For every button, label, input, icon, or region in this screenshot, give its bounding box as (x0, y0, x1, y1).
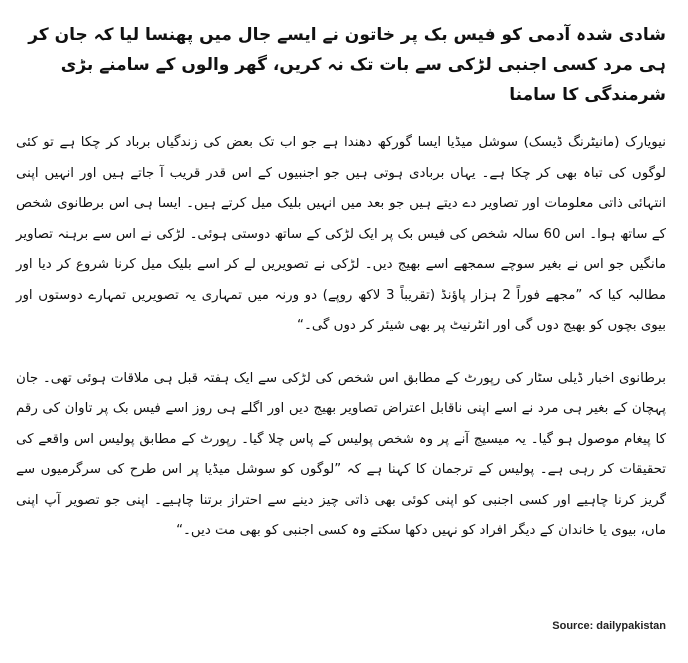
article-paragraph-2: برطانوی اخبار ڈیلی سٹار کی رپورٹ کے مطابق اس شخص کی لڑکی سے ایک ہفتہ قبل ہی ملاقات ہوئی تھی۔ جان پہچان کے بغیر ہی مرد نے اسے اپنی ناقابل اعتراض تصاویر بھیج دیں اور اگلے ہی روز اسے فیس بک پر تاوان کی رقم کا پیغام موصول ہو گیا۔ یہ میسیج آنے پر وہ شخص پولیس کے پاس چلا گیا۔ رپورٹ کے مطابق پولیس اس واقعے کی تحقیقات کر رہی ہے۔ پولیس کے ترجمان کا کہنا ہے کہ ”لوگوں کو سوشل میڈیا پر اس طرح کی سرگرمیوں سے گریز کرنا چاہیے اور کسی اجنبی کو اپنی کوئی بھی ذاتی چیز دینے سے احتراز برتنا چاہیے۔ اپنی جو تصویر آپ اپنی ماں، بیوی یا خاندان کے دیگر افراد کو نہیں دکھا سکتے وہ کسی اجنبی کو بھی مت دیں۔“ (16, 370, 666, 538)
article-headline: شادی شدہ آدمی کو فیس بک پر خاتون نے ایسے جال میں پھنسا لیا کہ جان کر ہی مرد کسی اجنبی لڑکی سے بات تک نہ کریں، گھر والوں کے سامنے بڑی شرمندگی کا سامنا (28, 25, 666, 105)
article-paragraph-1: نیویارک (مانیٹرنگ ڈیسک) سوشل میڈیا ایسا گورکھ دھندا ہے جو اب تک بعض کی زندگیاں برباد کر چکا ہے تو کئی لوگوں کی تباہ بھی کر چکا ہے۔ یہاں بربادی ہوتی ہیں جو اجنبیوں کے اس قدر قریب آ جاتے ہیں اور انہیں اپنی انتہائی ذاتی معلومات اور تصاویر دے دیتے ہیں جو بعد میں انہیں بلیک میل کرتے ہیں۔ ایسا ہی اس برطانوی شخص کے ساتھ ہوا۔ اس 60 سالہ شخص کی فیس بک پر ایک لڑکی کے ساتھ دوستی ہوئی۔ لڑکی نے اس سے برہنہ تصاویر مانگیں جو اس نے بغیر سوچے سمجھے اسے بھیج دیں۔ لڑکی نے تصویریں لے کر اسے بلیک میل کرنا شروع کر دیا اور مطالبہ کیا کہ ”مجھے فوراً 2 ہزار پاؤنڈ (تقریباً 3 لاکھ روپے) دو ورنہ میں تمہاری یہ تصویریں تمہارے دوستوں اور بیوی بچوں کو بھیج دوں گی اور انٹرنیٹ پر بھی شیئر کر دوں گی۔“ (16, 135, 666, 333)
source-credit: Source: dailypakistan (552, 620, 666, 632)
